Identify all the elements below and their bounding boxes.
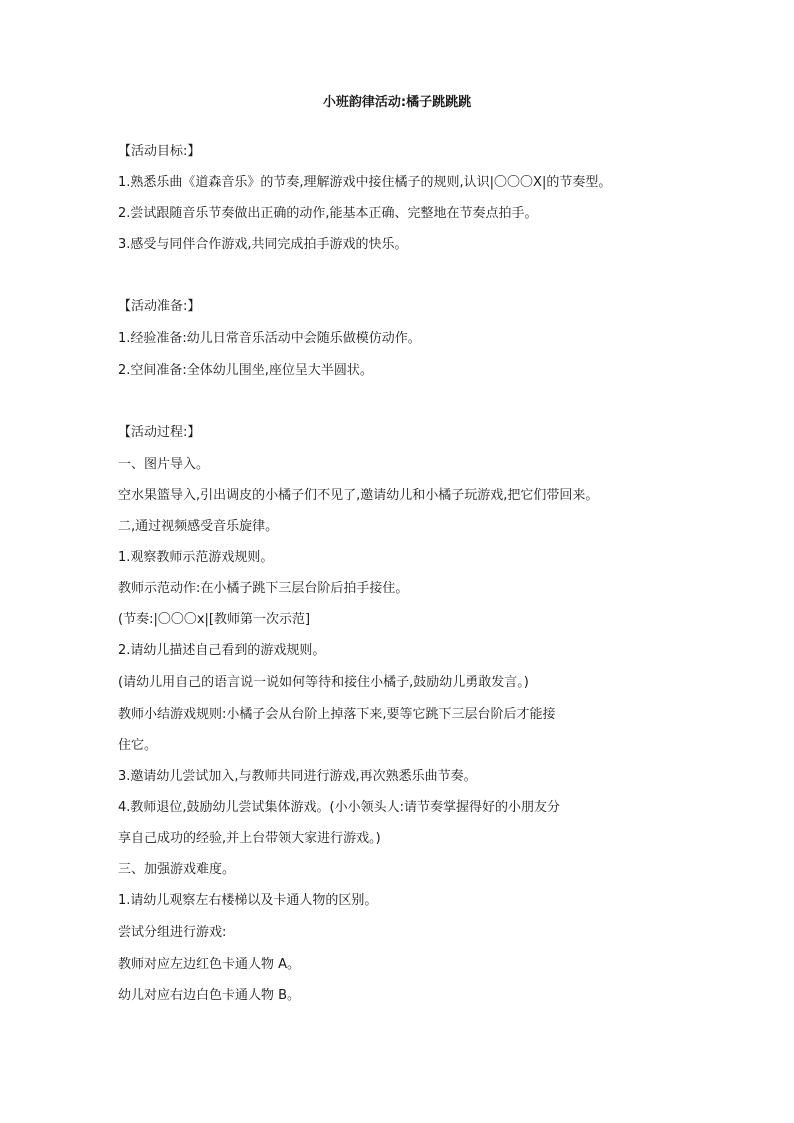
process-line: 1.请幼儿观察左右楼梯以及卡通人物的区别。 — [118, 893, 378, 908]
process-line: 4.教师退位,鼓励幼儿尝试集体游戏。(小小领头人:请节奏掌握得好的小朋友分 — [118, 800, 560, 815]
process-line: 空水果篮导入,引出调皮的小橘子们不见了,邀请幼儿和小橘子玩游戏,把它们带回来。 — [118, 488, 599, 503]
process-line: 住它。 — [118, 738, 158, 753]
process-line: 二,通过视频感受音乐旋律。 — [118, 519, 279, 534]
process-line: 教师小结游戏规则:小橘子会从台阶上掉落下来,要等它跳下三层台阶后才能接 — [118, 707, 556, 722]
process-line: 1.观察教师示范游戏规则。 — [118, 550, 274, 565]
process-line: 3.邀请幼儿尝试加入,与教师共同进行游戏,再次熟悉乐曲节奏。 — [118, 769, 477, 784]
process-line: 2.请幼儿描述自己看到的游戏规则。 — [118, 643, 326, 658]
goal-item-2: 2.尝试跟随音乐节奏做出正确的动作,能基本正确、完整地在节奏点拍手。 — [118, 206, 538, 221]
goal-item-3: 3.感受与同伴合作游戏,共同完成拍手游戏的快乐。 — [118, 237, 408, 252]
process-line: 教师示范动作:在小橘子跳下三层台阶后拍手接住。 — [118, 581, 409, 596]
process-line: 享自己成功的经验,并上台带领大家进行游戏。) — [118, 831, 381, 846]
goals-heading: 【活动目标:】 — [118, 144, 201, 159]
preparation-item-1: 1.经验准备:幼儿日常音乐活动中会随乐做模仿动作。 — [118, 331, 421, 346]
page-title: 小班韵律活动:橘子跳跳跳 — [322, 95, 472, 110]
process-line: 幼儿对应右边白色卡通人物 B。 — [118, 988, 301, 1003]
preparation-item-2: 2.空间准备:全体幼儿围坐,座位呈大半圆状。 — [118, 363, 373, 378]
process-line: 教师对应左边红色卡通人物 A。 — [118, 957, 301, 972]
preparation-heading: 【活动准备:】 — [118, 299, 201, 314]
process-heading: 【活动过程:】 — [118, 425, 201, 440]
process-line: 尝试分组进行游戏: — [118, 925, 227, 940]
goal-item-1: 1.熟悉乐曲《道森音乐》的节奏,理解游戏中接住橘子的规则,认识|〇〇〇X|的节奏型。 — [118, 175, 612, 190]
process-line: (节奏:|〇〇〇x|[教师第一次示范] — [118, 612, 311, 627]
process-line: (请幼儿用自己的语言说一说如何等待和接住小橘子,鼓励幼儿勇敢发言。) — [118, 675, 529, 690]
process-line: 三、加强游戏难度。 — [118, 862, 236, 877]
process-line: 一、图片导入。 — [118, 457, 210, 472]
